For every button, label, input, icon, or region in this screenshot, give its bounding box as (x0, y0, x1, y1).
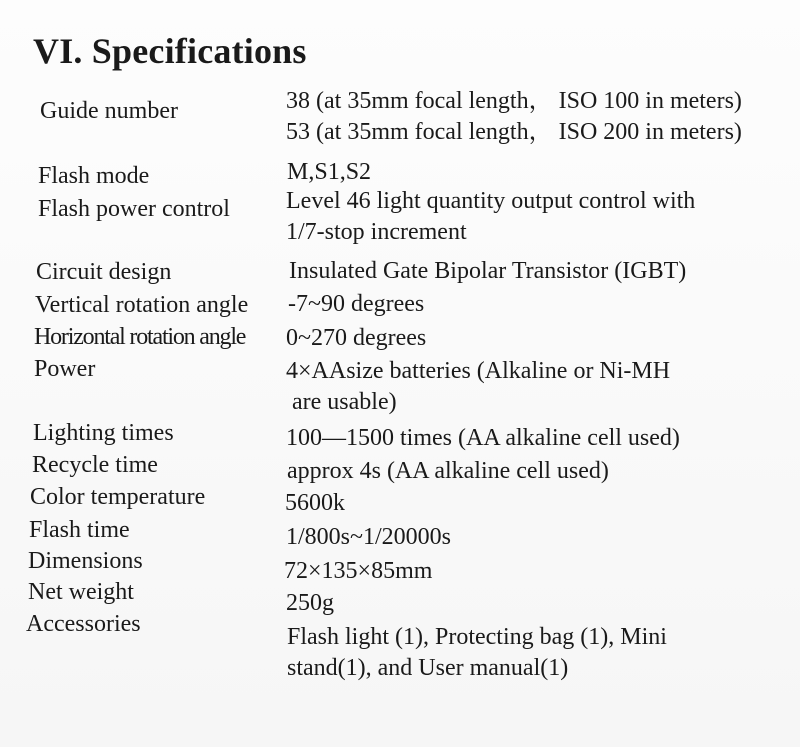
spec-value-guide-number (286, 86, 742, 148)
spec-value-line: 38 (at 35mm focal length， ISO 100 in meters) (286, 88, 742, 114)
spec-value-line: 100—1500 times (AA alkaline cell used) (286, 425, 680, 451)
spec-label-flash-time: Flash time (29, 517, 130, 543)
spec-value-line: are usable) (292, 389, 397, 415)
spec-label-circuit-design: Circuit design (36, 259, 172, 285)
spec-label-flash-power-control: Flash power control (38, 196, 230, 222)
spec-value-line: 1/800s~1/20000s (286, 524, 451, 550)
spec-label-power: Power (34, 356, 96, 382)
spec-label-color-temperature: Color temperature (30, 484, 206, 510)
spec-label-guide-number: Guide number (40, 98, 178, 124)
spec-value-line: -7~90 degrees (288, 291, 425, 317)
spec-value-flash-time (286, 522, 451, 553)
spec-value-color-temperature (285, 488, 345, 519)
spec-value-line: 250g (286, 590, 334, 616)
spec-value-horizontal-rotation-angle (286, 323, 426, 354)
spec-value-vertical-rotation-angle (288, 289, 424, 320)
spec-value-power (286, 356, 670, 418)
spec-value-flash-power-control (286, 186, 695, 248)
spec-label-lighting-times: Lighting times (33, 420, 174, 446)
spec-value-net-weight (286, 588, 334, 619)
spec-label-net-weight: Net weight (28, 579, 134, 605)
spec-value-line: 5600k (285, 490, 345, 516)
spec-value-line: 4×AAsize batteries (Alkaline or Ni-MH (286, 358, 671, 384)
spec-label-recycle-time: Recycle time (32, 452, 158, 478)
spec-label-vertical-rotation-angle: Vertical rotation angle (35, 292, 249, 318)
spec-value-line: Insulated Gate Bipolar Transistor (IGBT) (289, 258, 687, 284)
spec-label-dimensions: Dimensions (28, 548, 143, 574)
spec-value-accessories (287, 622, 667, 684)
spec-value-recycle-time (287, 456, 609, 487)
spec-label-accessories: Accessories (26, 611, 141, 637)
spec-value-line: approx 4s (AA alkaline cell used) (287, 458, 609, 484)
section-heading: VI. Specifications (33, 31, 307, 71)
spec-value-lighting-times (286, 423, 680, 454)
spec-value-line: M,S1,S2 (287, 159, 372, 185)
spec-value-circuit-design (289, 256, 686, 287)
spec-value-line: 72×135×85mm (284, 558, 433, 584)
spec-label-horizontal-rotation-angle: Horizontal rotation angle (34, 324, 246, 350)
spec-value-line: 53 (at 35mm focal length， ISO 200 in meters) (286, 119, 742, 145)
spec-value-line: 0~270 degrees (286, 325, 427, 351)
spec-value-line: Level 46 light quantity output control with (286, 188, 696, 214)
spec-value-line: Flash light (1), Protecting bag (1), Mini (287, 624, 667, 650)
spec-value-dimensions (284, 556, 432, 587)
spec-label-flash-mode: Flash mode (38, 163, 150, 189)
spec-value-flash-mode (287, 157, 371, 188)
spec-value-line: stand(1), and User manual(1) (287, 655, 569, 681)
spec-value-line: 1/7-stop increment (286, 219, 467, 245)
